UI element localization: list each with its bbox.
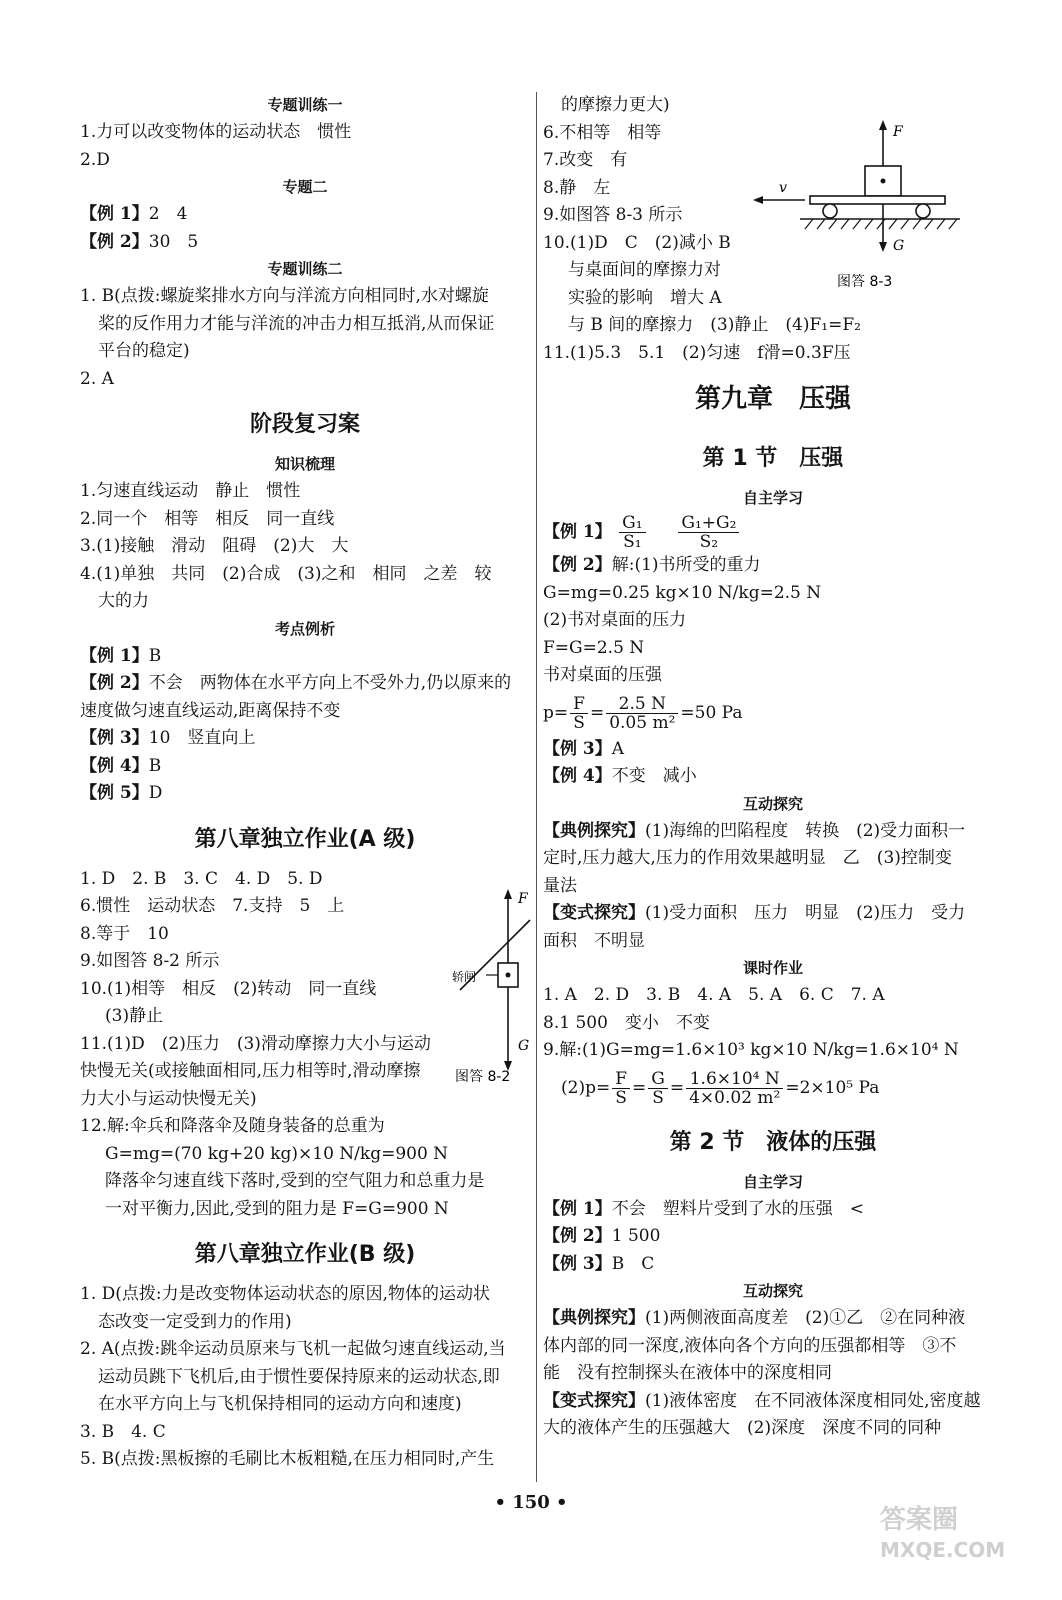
answer-line: 9.如图答 8-2 所示 — [80, 951, 220, 971]
answer-line: 8.1 500 变小 不变 — [543, 1012, 710, 1033]
example-label: 【例 1】 — [543, 522, 612, 542]
answer-line: 6.惯性 运动状态 7.支持 5 上 — [80, 896, 345, 916]
section-heading: 知识梳理 — [274, 455, 335, 473]
chapter-heading: 第八章独立作业(A 级) — [194, 826, 416, 852]
section-heading: 专题训练二 — [267, 260, 343, 278]
example-label: 【例 2】 — [543, 555, 612, 575]
example-label: 【变式探究】 — [543, 1390, 645, 1411]
example-line — [543, 736, 1003, 764]
example-label: 【例 3】 — [543, 1253, 612, 1274]
example-label: 【例 3】 — [80, 728, 149, 748]
example-line — [543, 1305, 1003, 1333]
example-answer: 30 5 — [148, 231, 199, 252]
fraction — [612, 1070, 630, 1107]
answer-line: 速度做匀速直线运动,距离保持不变 — [80, 700, 341, 721]
example-answer: 不会 塑料片受到了水的压强 < — [611, 1198, 864, 1219]
section-title: 第 1 节 压强 — [702, 446, 844, 471]
example-answer: B C — [611, 1253, 655, 1274]
example-label: 【典例探究】 — [543, 1308, 645, 1328]
answer-line: 1. D 2. B 3. C 4. D 5. D — [80, 868, 323, 889]
example-answer: 1 500 — [611, 1226, 661, 1246]
answer-line: 2.D — [80, 149, 110, 170]
fraction — [570, 695, 588, 732]
answer-line: 3.(1)接触 滑动 阻碍 (2)大 大 — [80, 536, 349, 556]
label-f: F — [518, 891, 528, 907]
answer-line: 1.力可以改变物体的运动状态 惯性 — [80, 122, 352, 142]
answer-line: 书对桌面的压强 — [543, 665, 662, 685]
example-answer: D — [148, 783, 163, 803]
answer-paragraph: 11.(1)D (2)压力 (3)滑动摩擦力大小与运动快慢无关(或接触面相同,压力相等时,滑动摩擦力大小与运动快慢无关) — [80, 1033, 431, 1109]
answer-line: 1. B(点拨:螺旋桨排水方向与洋流方向相同时,水对螺旋 — [80, 286, 489, 306]
example-label: 【变式探究】 — [543, 903, 645, 923]
answer-line: 态改变一定受到力的作用) — [98, 1311, 292, 1332]
formula-text: p= — [543, 702, 569, 723]
fraction-numerator: G — [648, 1070, 668, 1089]
fraction-numerator: F — [612, 1070, 630, 1089]
answer-line: 桨的反作用力才能与洋流的冲击力相互抵消,从而保证 — [98, 313, 495, 334]
answer-line: 12.解:伞兵和降落伞及随身装备的总重为 — [80, 1116, 385, 1136]
answer-line: 3. B 4. C — [80, 1421, 166, 1442]
right-column — [543, 92, 1003, 1443]
arrow-up-icon — [504, 889, 512, 899]
answer-line: 大的力 — [98, 591, 149, 611]
fraction-numerator: G₁+G₂ — [678, 514, 739, 533]
section-heading: 专题二 — [282, 178, 328, 196]
answer-line: (3)静止 — [105, 1006, 164, 1026]
formula-text: = — [589, 702, 605, 723]
answer-line: (2)书对桌面的压力 — [543, 610, 687, 630]
example-label: 【例 5】 — [80, 783, 149, 803]
fraction-denominator: 4×0.02 m² — [689, 1087, 781, 1108]
example-label: 【例 1】 — [80, 645, 149, 666]
formula-text: = — [632, 1077, 647, 1098]
example-answer: (1)液体密度 在不同液体深度相同处,密度越 — [645, 1390, 981, 1411]
example-answer: 解:(1)书所受的重力 — [611, 555, 761, 575]
section-heading: 专题训练一 — [267, 96, 343, 114]
example-label: 【例 2】 — [80, 231, 149, 252]
example-line — [80, 201, 530, 229]
answer-line: 1. D(点拨:力是改变物体运动状态的原因,物体的运动状 — [80, 1284, 491, 1304]
fraction-denominator: S — [652, 1087, 664, 1108]
fraction — [606, 695, 678, 732]
example-answer: 不变 减小 — [611, 766, 697, 786]
answer-line: 8.等于 10 — [80, 923, 169, 944]
example-line — [543, 552, 1003, 580]
answer-line: 2. A(点拨:跳伞运动员原来与飞机一起做匀速直线运动,当 — [80, 1339, 506, 1359]
fraction — [678, 514, 739, 551]
answer-line: 6.不相等 相等 — [543, 122, 662, 143]
example-line — [543, 900, 1003, 928]
fraction-denominator: S₂ — [699, 532, 719, 552]
watermark-logo — [880, 1505, 1005, 1565]
answer-line: 8.静 左 — [543, 177, 611, 198]
example-answer: 不会 两物体在水平方向上不受外力,仍以原来的 — [148, 673, 512, 693]
answer-line: 5. B(点拨:黑板擦的毛刷比木板粗糙,在压力相同时,产生 — [80, 1449, 495, 1469]
label-g: G — [893, 238, 905, 254]
chapter-heading: 第八章独立作业(B 级) — [194, 1242, 416, 1267]
fraction-numerator: G₁ — [619, 514, 645, 533]
example-answer: B — [148, 755, 162, 776]
section-heading: 互动探究 — [742, 1282, 803, 1300]
example-line — [543, 818, 1003, 846]
example-line — [543, 1388, 1003, 1416]
watermark-text: 答案圈 — [880, 1505, 959, 1535]
chapter-heading: 阶段复习案 — [249, 412, 360, 437]
fraction-denominator: S — [615, 1087, 627, 1108]
answer-line: 10.(1)D C (2)减小 B — [543, 232, 731, 253]
left-column — [80, 92, 530, 1474]
fraction — [686, 1070, 783, 1107]
watermark-text: MXQE.COM — [880, 1538, 1006, 1562]
section-title: 第 2 节 液体的压强 — [669, 1129, 877, 1155]
section-heading: 自主学习 — [742, 489, 803, 507]
example-line — [80, 643, 530, 671]
formula-text: = — [669, 1077, 685, 1098]
example-line — [80, 670, 530, 698]
formula-text: =2×10⁵ Pa — [785, 1077, 880, 1098]
answer-line: 2.同一个 相等 相反 同一直线 — [80, 508, 335, 529]
example-line — [80, 780, 530, 808]
answer-line: 1.匀速直线运动 静止 惯性 — [80, 481, 301, 501]
example-label: 【例 1】 — [543, 1198, 612, 1219]
example-line — [543, 1223, 1003, 1251]
answer-line: 4.(1)单独 共同 (2)合成 (3)之和 相同 之差 较 — [80, 563, 492, 584]
formula-text: =50 Pa — [680, 702, 743, 723]
example-label: 【例 4】 — [80, 755, 149, 776]
answer-line: F=G=2.5 N — [543, 637, 645, 658]
answer-line: 实验的影响 增大 A — [568, 287, 722, 308]
answer-line: 的摩擦力更大) — [561, 95, 670, 115]
answer-line: G=mg=0.25 kg×10 N/kg=2.5 N — [543, 582, 822, 603]
fraction-denominator: S₁ — [623, 532, 642, 552]
fraction — [619, 514, 645, 551]
answer-line: 9.解:(1)G=mg=1.6×10³ kg×10 N/kg=1.6×10⁴ N — [543, 1040, 959, 1060]
answer-line: 面积 不明显 — [543, 930, 645, 951]
page-number: • 150 • — [494, 1492, 568, 1513]
answer-line: 定时,压力越大,压力的作用效果越明显 乙 (3)控制变 — [543, 848, 952, 868]
example-answer: A — [611, 738, 625, 759]
answer-line: 10.(1)相等 相反 (2)转动 同一直线 — [80, 978, 377, 999]
force-diagram-8-2 — [440, 885, 535, 1085]
example-line — [543, 1196, 1003, 1224]
label-f: F — [893, 124, 903, 140]
fraction-numerator: 1.6×10⁴ N — [686, 1070, 783, 1089]
answer-line: 能 没有控制探头在液体中的深度相同 — [543, 1363, 832, 1383]
example-line — [543, 512, 1003, 552]
formula-line — [543, 690, 1003, 736]
fraction — [648, 1070, 668, 1107]
answer-line: 体内部的同一深度,液体向各个方向的压强都相等 ③不 — [543, 1335, 957, 1356]
formula-text: (2)p= — [561, 1077, 611, 1098]
example-line — [543, 763, 1003, 791]
example-label: 【例 2】 — [80, 673, 149, 693]
example-answer: (1)海绵的凹陷程度 转换 (2)受力面积一 — [645, 820, 966, 841]
section-heading: 自主学习 — [742, 1172, 803, 1191]
section-heading: 互动探究 — [742, 794, 803, 813]
fraction-numerator: F — [570, 695, 588, 714]
example-label: 【例 2】 — [543, 1226, 612, 1246]
answer-line: 与桌面间的摩擦力对 — [568, 260, 721, 280]
answer-line: 平台的稳定) — [98, 341, 190, 361]
label-v: v — [779, 180, 787, 196]
answer-line: 7.改变 有 — [543, 150, 628, 170]
answer-line: 量法 — [543, 875, 577, 896]
example-label: 【例 1】 — [80, 204, 149, 224]
figure-caption: 图答 8-3 — [837, 274, 893, 290]
center-dot — [506, 973, 511, 978]
answer-line: G=mg=(70 kg+20 kg)×10 N/kg=900 N — [105, 1143, 449, 1164]
section-heading: 考点例析 — [274, 619, 335, 638]
column-divider — [536, 92, 537, 1482]
answer-line: 2. A — [80, 368, 114, 389]
label-screw: 轿闸 — [452, 970, 477, 984]
fraction-denominator: 0.05 m² — [609, 712, 676, 733]
chapter-title: 第九章 压强 — [694, 384, 851, 414]
fraction-numerator: 2.5 N — [606, 695, 678, 714]
fraction-denominator: S — [573, 712, 585, 733]
example-label: 【典例探究】 — [543, 820, 645, 841]
example-answer: (1)受力面积 压力 明显 (2)压力 受力 — [645, 903, 966, 923]
answer-line: 大的液体产生的压强越大 (2)深度 深度不同的同种 — [543, 1418, 942, 1438]
answer-line: 一对平衡力,因此,受到的阻力是 F=G=900 N — [105, 1198, 449, 1219]
answer-line: 1. A 2. D 3. B 4. A 5. A 6. C 7. A — [543, 985, 885, 1005]
answer-line: 降落伞匀速直线下落时,受到的空气阻力和总重力是 — [105, 1171, 485, 1191]
answer-line: 9.如图答 8-3 所示 — [543, 205, 683, 225]
example-line — [80, 229, 530, 257]
example-answer: B — [148, 645, 162, 666]
answer-line: 11.(1)5.3 5.1 (2)匀速 f滑=0.3F压 — [543, 342, 851, 363]
example-answer: 10 竖直向上 — [148, 728, 256, 748]
example-line — [80, 753, 530, 781]
example-answer: (1)两侧液面高度差 (2)①乙 ②在同种液 — [645, 1308, 966, 1328]
example-line — [543, 1251, 1003, 1279]
example-label: 【例 3】 — [543, 738, 612, 759]
answer-line: 与 B 间的摩擦力 (3)静止 (4)F₁=F₂ — [568, 315, 861, 335]
answer-line: 运动员跳下飞机后,由于惯性要保持原来的运动状态,即 — [98, 1366, 500, 1387]
formula-line — [543, 1065, 1003, 1111]
example-line — [80, 725, 530, 753]
section-heading: 课时作业 — [742, 959, 803, 977]
figure-8-2 — [440, 885, 535, 1090]
answer-line: 在水平方向上与飞机保持相同的运动方向和速度) — [98, 1394, 462, 1414]
label-g: G — [518, 1038, 530, 1054]
example-label: 【例 4】 — [543, 766, 612, 786]
example-answer: 2 4 — [148, 204, 188, 224]
figure-caption: 图答 8-2 — [455, 1069, 511, 1085]
